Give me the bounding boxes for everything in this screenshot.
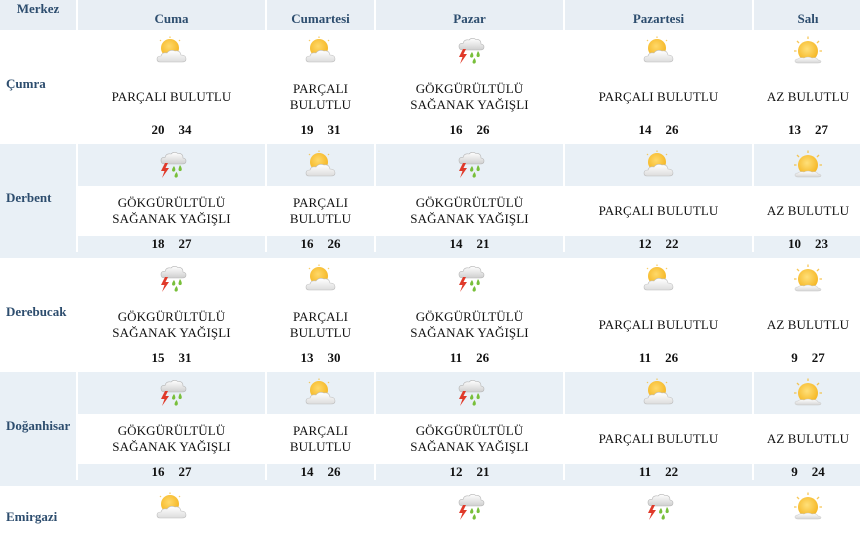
temperature-pair xyxy=(754,350,860,366)
max-temperature: 34 xyxy=(178,122,192,137)
district-temperature-row xyxy=(0,236,860,252)
temperature-pair xyxy=(376,122,563,138)
min-temperature: 19 xyxy=(300,122,314,137)
weather-icon-cell xyxy=(78,486,265,528)
day-label: Pazar xyxy=(453,11,486,26)
weather-icon-cell xyxy=(754,144,860,186)
forecast-body xyxy=(0,30,860,548)
day-header xyxy=(267,0,374,30)
partly-cloudy-icon xyxy=(641,150,677,180)
min-temperature: 13 xyxy=(300,350,314,365)
max-temperature: 21 xyxy=(476,464,490,479)
weather-icon-cell xyxy=(376,372,563,414)
condition-line: AZ BULUTLU xyxy=(766,431,850,446)
temperature-pair xyxy=(565,122,752,138)
temperature-pair xyxy=(78,464,265,480)
temperature-values xyxy=(565,464,752,480)
max-temperature: 26 xyxy=(665,122,679,137)
max-temperature: 27 xyxy=(815,122,828,137)
max-temperature: 24 xyxy=(811,464,825,479)
max-temperature: 22 xyxy=(665,236,679,251)
condition-line: SAĞANAK YAĞIŞLI xyxy=(112,211,231,226)
condition-line: GÖKGÜRÜLTÜLÜ xyxy=(117,195,226,210)
weather-icon-cell xyxy=(565,372,752,414)
district-condition-row xyxy=(0,300,860,350)
min-temperature: 12 xyxy=(638,236,652,251)
max-temperature: 22 xyxy=(665,464,679,479)
weather-icon-cell xyxy=(78,30,265,72)
weather-icon-cell xyxy=(78,372,265,414)
merkez-label: Merkez xyxy=(16,1,60,16)
temperature-values xyxy=(565,236,752,252)
district-icon-row xyxy=(0,486,860,528)
day-label: Cuma xyxy=(154,11,189,26)
condition-text xyxy=(267,300,374,350)
weather-icon-cell xyxy=(267,486,374,528)
temperature-values xyxy=(376,464,563,480)
condition-line: BULUTLU xyxy=(289,211,352,226)
max-temperature: 26 xyxy=(476,350,490,365)
mostly-sunny-icon xyxy=(790,378,826,408)
partly-cloudy-icon xyxy=(303,264,339,294)
partly-cloudy-icon xyxy=(154,492,190,522)
min-temperature: 14 xyxy=(638,122,652,137)
min-temperature: 16 xyxy=(449,122,463,137)
max-temperature: 26 xyxy=(327,236,341,251)
weather-icon-cell xyxy=(565,30,752,72)
max-temperature: 31 xyxy=(327,122,341,137)
thunder-shower-icon xyxy=(452,378,488,408)
mostly-sunny-icon xyxy=(790,36,826,66)
temperature-pair xyxy=(376,464,563,480)
merkez-header xyxy=(0,0,76,30)
min-temperature: 12 xyxy=(449,464,463,479)
district-name: Derebucak xyxy=(0,258,76,366)
weather-icon-cell xyxy=(565,144,752,186)
weather-icon-cell xyxy=(267,144,374,186)
partly-cloudy-icon xyxy=(641,36,677,66)
condition-text xyxy=(754,414,860,464)
empty-cell xyxy=(376,528,563,548)
temperature-values xyxy=(565,350,752,366)
temperature-pair xyxy=(267,350,374,366)
temperature-pair xyxy=(754,236,860,252)
min-temperature: 14 xyxy=(300,464,314,479)
max-temperature: 21 xyxy=(476,236,490,251)
condition-text xyxy=(267,414,374,464)
thunder-shower-icon xyxy=(154,150,190,180)
condition-line: PARÇALI BULUTLU xyxy=(598,203,719,218)
condition-text xyxy=(376,300,563,350)
condition-line: SAĞANAK YAĞIŞLI xyxy=(410,439,529,454)
condition-line: GÖKGÜRÜLTÜLÜ xyxy=(415,423,524,438)
weather-icon-cell xyxy=(754,30,860,72)
temperature-values xyxy=(78,236,265,252)
weather-icon-cell xyxy=(376,30,563,72)
condition-text xyxy=(754,72,860,122)
district-icon-row xyxy=(0,30,860,72)
temperature-values xyxy=(267,122,374,138)
temperature-pair xyxy=(267,122,374,138)
condition-line: PARÇALI xyxy=(292,423,349,438)
min-temperature: 11 xyxy=(638,350,652,365)
max-temperature: 27 xyxy=(811,350,825,365)
thunder-shower-icon xyxy=(452,264,488,294)
condition-line: SAĞANAK YAĞIŞLI xyxy=(112,325,231,340)
min-temperature: 10 xyxy=(788,236,801,251)
district-name: Derbent xyxy=(0,144,76,252)
weather-icon-cell xyxy=(754,258,860,300)
temperature-pair xyxy=(78,350,265,366)
condition-line: PARÇALI BULUTLU xyxy=(598,89,719,104)
weather-icon-cell xyxy=(376,144,563,186)
max-temperature: 23 xyxy=(815,236,828,251)
condition-text xyxy=(376,186,563,236)
empty-cell xyxy=(78,528,265,548)
day-header xyxy=(376,0,563,30)
condition-text xyxy=(754,300,860,350)
temperature-pair xyxy=(565,350,752,366)
condition-text xyxy=(267,72,374,122)
temperature-values xyxy=(78,350,265,366)
condition-text xyxy=(565,72,752,122)
weather-icon-cell xyxy=(376,258,563,300)
temperature-pair xyxy=(754,464,860,480)
condition-line: PARÇALI BULUTLU xyxy=(111,89,232,104)
min-temperature: 11 xyxy=(449,350,463,365)
district-icon-row xyxy=(0,372,860,414)
max-temperature: 27 xyxy=(178,236,192,251)
temperature-values xyxy=(754,464,860,480)
condition-line: AZ BULUTLU xyxy=(766,89,850,104)
temperature-pair xyxy=(376,350,563,366)
condition-text xyxy=(565,414,752,464)
temperature-values xyxy=(78,122,265,138)
district-name: Emirgazi xyxy=(0,486,76,548)
min-temperature: 9 xyxy=(791,350,798,365)
district-filler-row xyxy=(0,528,860,548)
temperature-values xyxy=(267,464,374,480)
min-temperature: 16 xyxy=(300,236,314,251)
temperature-pair xyxy=(78,236,265,252)
header-row xyxy=(0,0,860,30)
max-temperature: 26 xyxy=(476,122,490,137)
temperature-pair xyxy=(267,464,374,480)
empty-cell xyxy=(754,528,860,548)
weather-icon-cell xyxy=(267,30,374,72)
max-temperature: 27 xyxy=(178,464,192,479)
weather-icon-cell xyxy=(565,258,752,300)
condition-line: BULUTLU xyxy=(289,97,352,112)
condition-line: GÖKGÜRÜLTÜLÜ xyxy=(117,423,226,438)
condition-line: GÖKGÜRÜLTÜLÜ xyxy=(117,309,226,324)
condition-line: PARÇALI xyxy=(292,309,349,324)
thunder-shower-icon xyxy=(452,36,488,66)
weather-icon-cell xyxy=(565,486,752,528)
weather-icon-cell xyxy=(78,144,265,186)
temperature-values xyxy=(376,350,563,366)
district-condition-row xyxy=(0,72,860,122)
partly-cloudy-icon xyxy=(641,378,677,408)
condition-text xyxy=(78,186,265,236)
condition-line: SAĞANAK YAĞIŞLI xyxy=(112,439,231,454)
min-temperature: 13 xyxy=(788,122,801,137)
partly-cloudy-icon xyxy=(303,36,339,66)
temperature-values xyxy=(754,236,860,252)
empty-cell xyxy=(565,528,752,548)
condition-text xyxy=(78,72,265,122)
condition-text xyxy=(376,414,563,464)
condition-line: SAĞANAK YAĞIŞLI xyxy=(410,97,529,112)
condition-line: AZ BULUTLU xyxy=(766,317,850,332)
temperature-values xyxy=(376,122,563,138)
temperature-values xyxy=(267,350,374,366)
weather-icon-cell xyxy=(78,258,265,300)
partly-cloudy-icon xyxy=(303,150,339,180)
condition-line: PARÇALI BULUTLU xyxy=(598,317,719,332)
weather-icon-cell xyxy=(267,258,374,300)
condition-line: GÖKGÜRÜLTÜLÜ xyxy=(415,195,524,210)
min-temperature: 18 xyxy=(151,236,165,251)
thunder-shower-icon xyxy=(452,150,488,180)
temperature-pair xyxy=(754,122,860,138)
day-label: Pazartesi xyxy=(632,11,685,26)
max-temperature: 26 xyxy=(665,350,679,365)
max-temperature: 31 xyxy=(178,350,192,365)
temperature-pair xyxy=(78,122,265,138)
day-header xyxy=(565,0,752,30)
min-temperature: 15 xyxy=(151,350,165,365)
condition-line: PARÇALI xyxy=(292,81,349,96)
condition-text xyxy=(754,186,860,236)
temperature-values xyxy=(78,464,265,480)
min-temperature: 9 xyxy=(791,464,798,479)
condition-text xyxy=(565,186,752,236)
condition-text xyxy=(565,300,752,350)
temperature-values xyxy=(754,122,860,138)
partly-cloudy-icon xyxy=(303,378,339,408)
condition-line: SAĞANAK YAĞIŞLI xyxy=(410,211,529,226)
condition-line: PARÇALI BULUTLU xyxy=(598,431,719,446)
max-temperature: 26 xyxy=(327,464,341,479)
mostly-sunny-icon xyxy=(790,150,826,180)
condition-line: SAĞANAK YAĞIŞLI xyxy=(410,325,529,340)
district-name: Çumra xyxy=(0,30,76,138)
district-temperature-row xyxy=(0,464,860,480)
day-label: Cumartesi xyxy=(291,11,350,26)
district-temperature-row xyxy=(0,350,860,366)
temperature-pair xyxy=(565,464,752,480)
district-condition-row xyxy=(0,186,860,236)
min-temperature: 11 xyxy=(638,464,652,479)
condition-line: AZ BULUTLU xyxy=(766,203,850,218)
district-icon-row xyxy=(0,144,860,186)
temperature-pair xyxy=(565,236,752,252)
weather-icon-cell xyxy=(376,486,563,528)
condition-line: GÖKGÜRÜLTÜLÜ xyxy=(415,81,524,96)
weather-icon-cell xyxy=(267,372,374,414)
partly-cloudy-icon xyxy=(154,36,190,66)
day-label: Salı xyxy=(797,11,819,26)
temperature-values xyxy=(565,122,752,138)
condition-text xyxy=(267,186,374,236)
temperature-values xyxy=(267,236,374,252)
district-icon-row xyxy=(0,258,860,300)
mostly-sunny-icon xyxy=(790,492,826,522)
district-condition-row xyxy=(0,414,860,464)
day-header xyxy=(78,0,265,30)
weather-icon-cell xyxy=(754,372,860,414)
weather-icon-cell xyxy=(754,486,860,528)
condition-line: PARÇALI xyxy=(292,195,349,210)
thunder-shower-icon xyxy=(154,264,190,294)
district-temperature-row xyxy=(0,122,860,138)
temperature-values xyxy=(754,350,860,366)
condition-line: GÖKGÜRÜLTÜLÜ xyxy=(415,309,524,324)
temperature-values xyxy=(376,236,563,252)
min-temperature: 20 xyxy=(151,122,165,137)
condition-text xyxy=(78,414,265,464)
condition-text xyxy=(78,300,265,350)
condition-line: BULUTLU xyxy=(289,325,352,340)
temperature-pair xyxy=(267,236,374,252)
temperature-pair xyxy=(376,236,563,252)
thunder-shower-icon xyxy=(641,492,677,522)
min-temperature: 14 xyxy=(449,236,463,251)
mostly-sunny-icon xyxy=(790,264,826,294)
partly-cloudy-icon xyxy=(641,264,677,294)
condition-line: BULUTLU xyxy=(289,439,352,454)
empty-cell xyxy=(267,528,374,548)
thunder-shower-icon xyxy=(154,378,190,408)
min-temperature: 16 xyxy=(151,464,165,479)
district-name: Doğanhisar xyxy=(0,372,76,480)
condition-text xyxy=(376,72,563,122)
thunder-shower-icon xyxy=(452,492,488,522)
day-header xyxy=(754,0,860,30)
max-temperature: 30 xyxy=(327,350,341,365)
